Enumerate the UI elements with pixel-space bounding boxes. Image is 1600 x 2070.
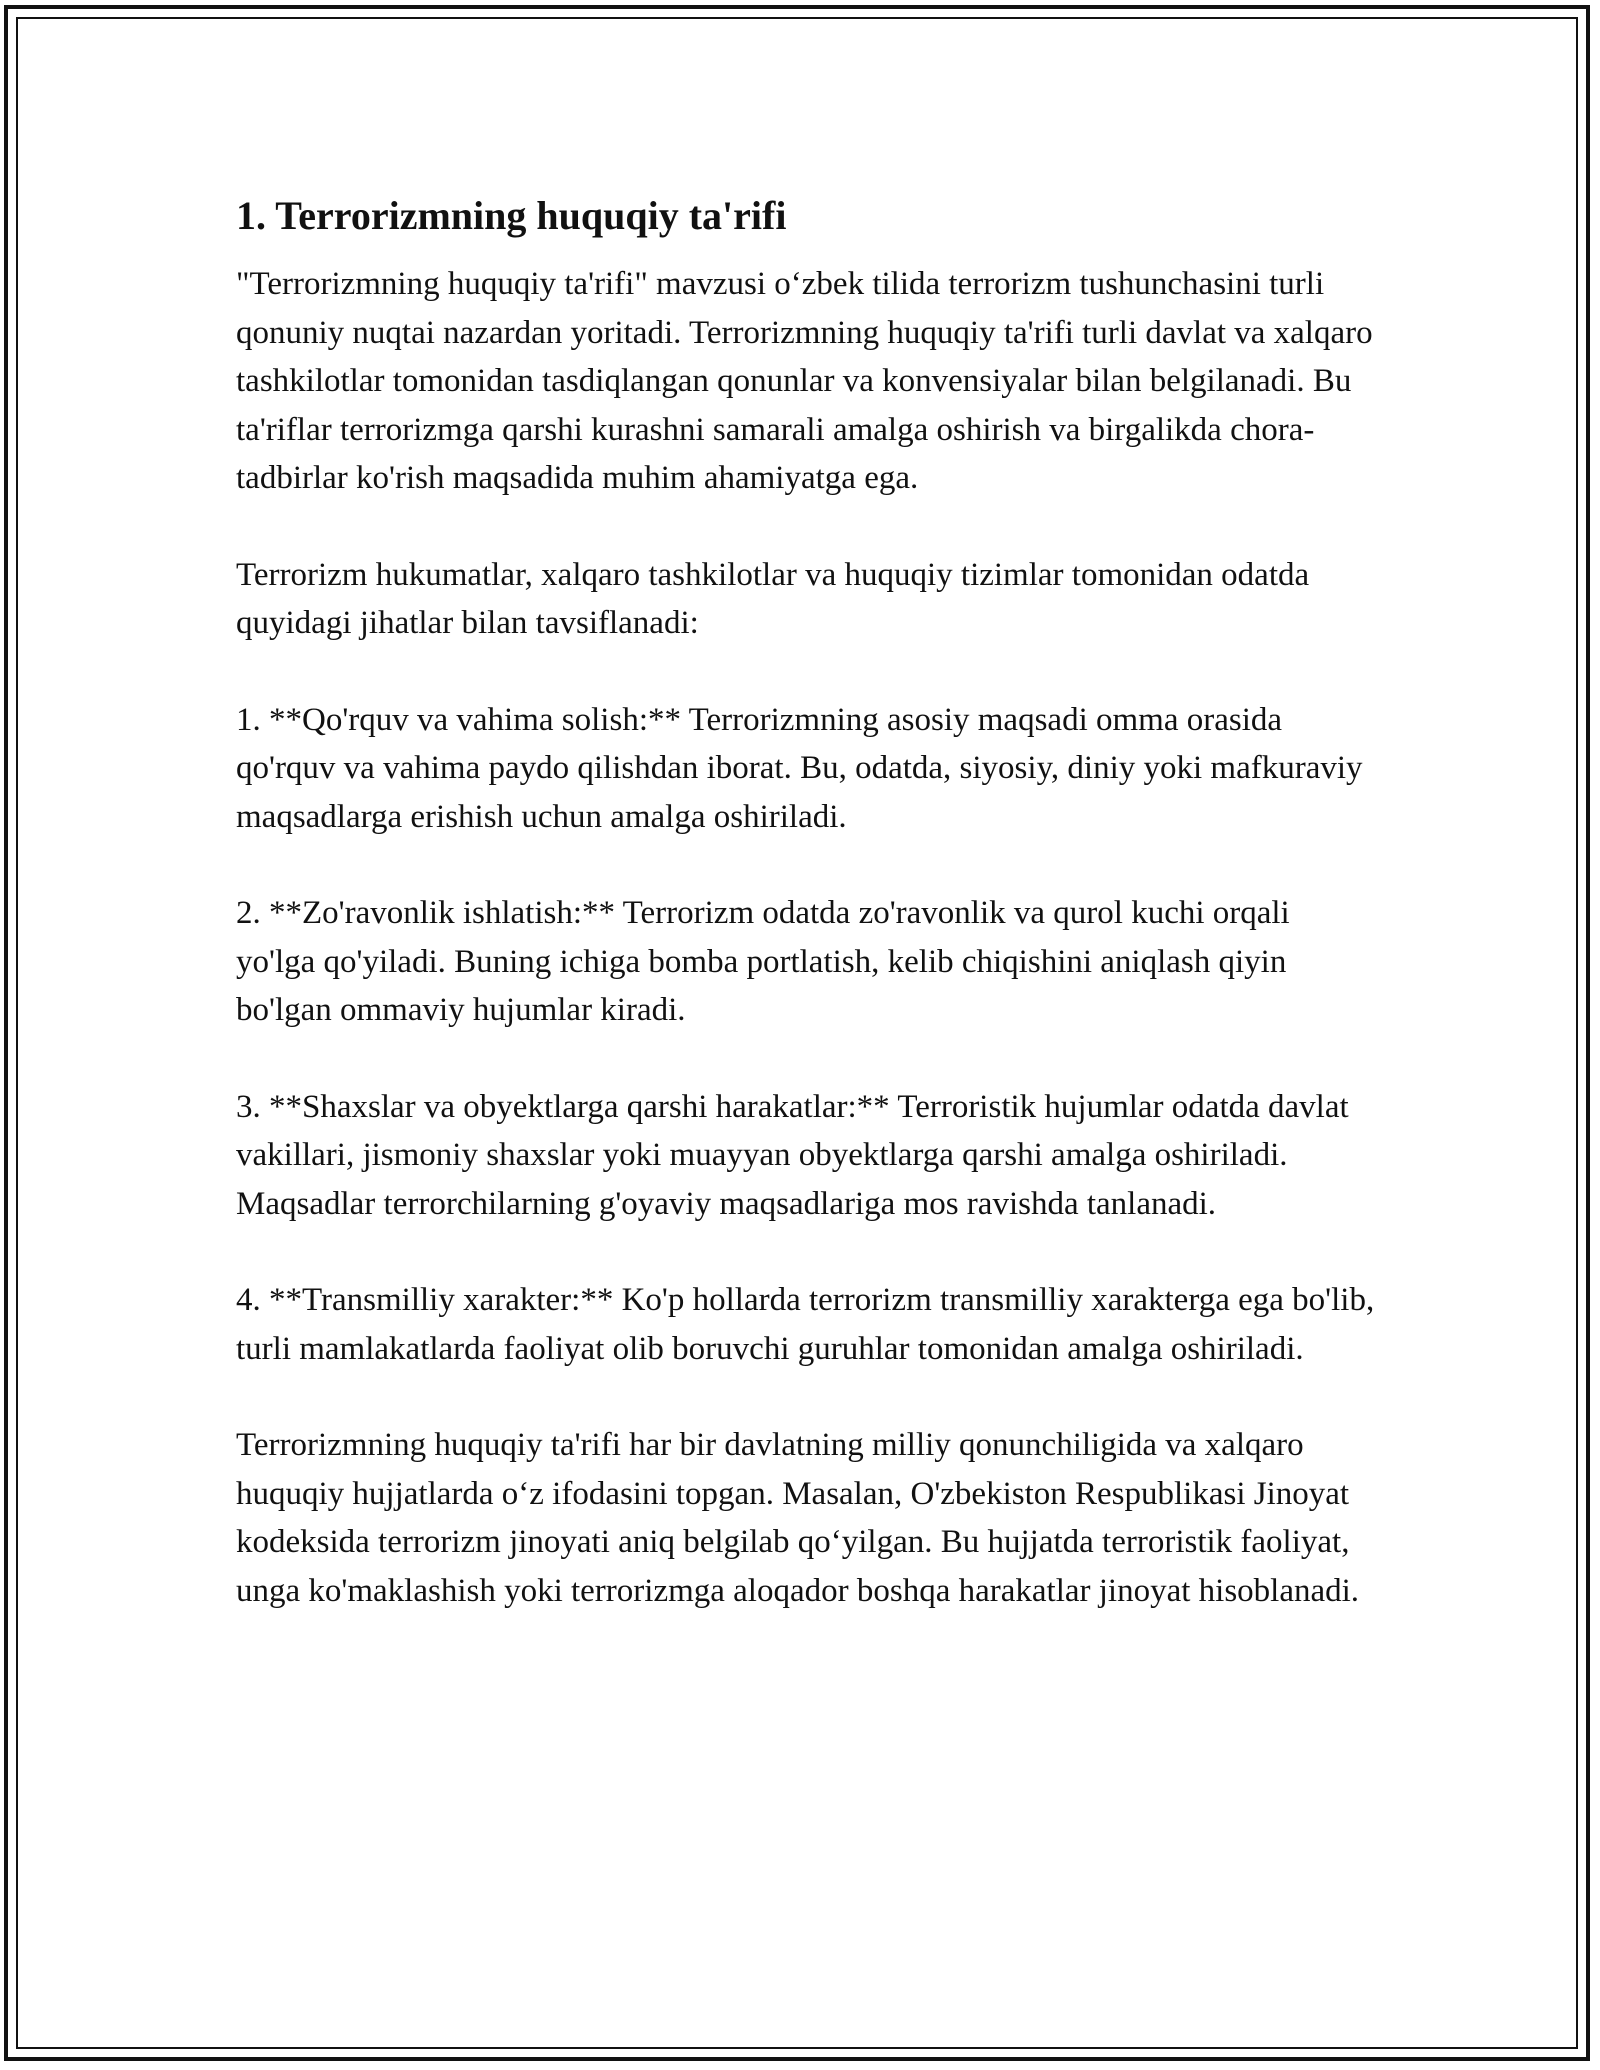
list-item-fear: 1. **Qo'rquv va vahima solish:** Terrorizmning asosiy maqsadi omma orasida qo'rquv va vahima paydo qilishdan iborat. Bu, odatda, siyosiy, diniy yoki mafkuraviy maqsadlarga erishish uchun amalga oshiriladi.	[236, 701, 1363, 835]
paragraph-conclusion: Terrorizmning huquqiy ta'rifi har bir davlatning milliy qonunchiligida va xalqaro huquqiy hujjatlarda o‘z ifodasini topgan. Masalan, O'zbekiston Respublikasi Jinoyat kodeksida terrorizm jinoyati aniq belgilab qo‘yilgan. Bu hujjatda terroristik faoliyat, unga ko'maklashish yoki terrorizmga aloqador boshqa harakatlar jinoyat hisoblanadi.	[236, 1427, 1360, 1609]
section-heading: 1. Terrorizmning huquqiy ta'rifi	[236, 193, 787, 238]
list-item-transnational: 4. **Transmilliy xarakter:** Ko'p hollarda terrorizm transmilliy xarakterga ega bo'lib, turli mamlakatlarda faoliyat olib boruvchi guruhlar tomonidan amalga oshiriladi.	[236, 1282, 1375, 1367]
document-body	[236, 186, 1376, 1615]
list-item-violence: 2. **Zo'ravonlik ishlatish:** Terrorizm odatda zo'ravonlik va qurol kuchi orqali yo'lga qo'yiladi. Buning ichiga bomba portlatish, kelib chiqishini aniqlash qiyin bo'lgan ommaviy hujumlar kiradi.	[236, 895, 1290, 1028]
paragraph-intro: "Terrorizmning huquqiy ta'rifi" mavzusi o‘zbek tilida terrorizm tushunchasini turli qonuniy nuqtai nazardan yoritadi. Terrorizmning huquqiy ta'rifi turli davlat va xalqaro tashkilotlar tomonidan tasdiqlangan qonunlar va konvensiyalar bilan belgilanadi. Bu ta'riflar terrorizmga qarshi kurashni samarali amalga oshirish va birgalikda chora-tadbirlar ko'rish maqsadida muhim ahamiyatga ega.	[236, 266, 1373, 496]
list-item-targets: 3. **Shaxslar va obyektlarga qarshi harakatlar:** Terroristik hujumlar odatda davlat vakillari, jismoniy shaxslar yoki muayyan obyektlarga qarshi amalga oshiriladi. Maqsadlar terrorchilarning g'oyaviy maqsadlariga mos ravishda tanlanadi.	[236, 1088, 1349, 1222]
paragraph-characteristics-lead: Terrorizm hukumatlar, xalqaro tashkilotlar va huquqiy tizimlar tomonidan odatda quyidagi jihatlar bilan tavsiflanadi:	[236, 556, 1310, 641]
